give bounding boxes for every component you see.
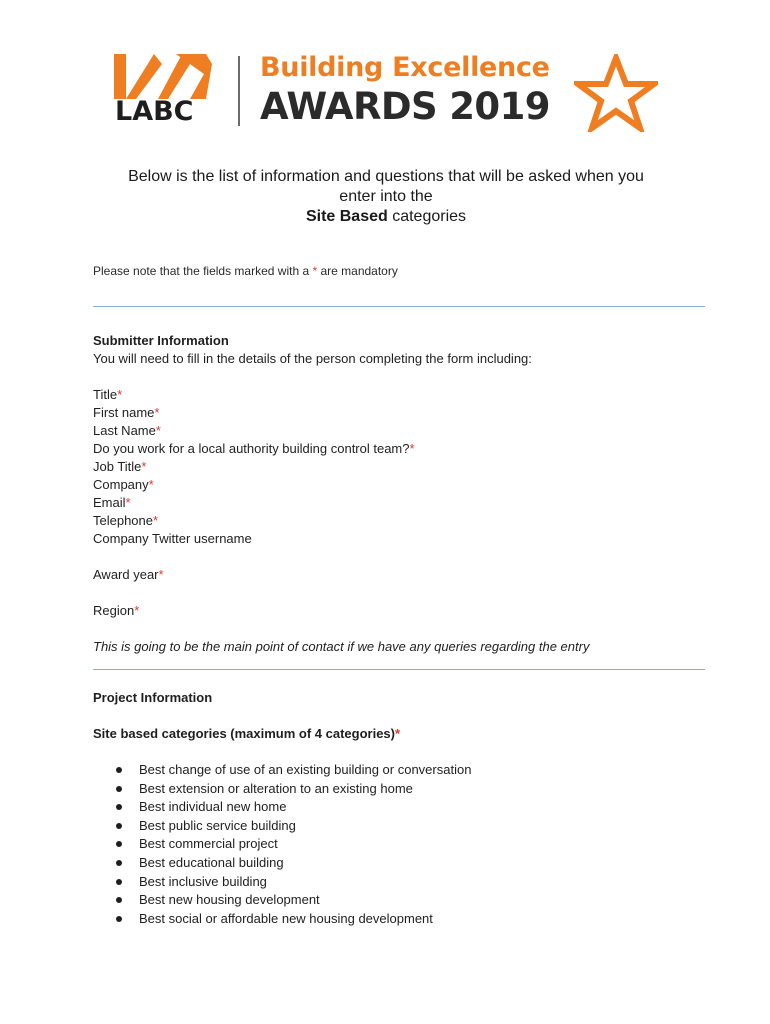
contact-note: This is going to be the main point of contact if we have any queries regarding the entry <box>93 639 590 654</box>
labc-roof-icon <box>114 54 214 99</box>
mandatory-asterisk: * <box>409 441 415 456</box>
section-description: You will need to fill in the details of the person completing the form including: <box>93 351 532 366</box>
intro-line: Below is the list of information and questions that will be asked when you <box>128 168 644 185</box>
mandatory-asterisk: * <box>148 477 154 492</box>
field-label: Title <box>93 387 118 402</box>
field-item <box>93 494 713 512</box>
section-heading: Project Information <box>93 690 213 705</box>
field-item <box>93 404 713 422</box>
field-item <box>93 602 713 620</box>
categories-heading-text: Site based categories (maximum of 4 categories) <box>93 726 395 741</box>
section-divider <box>93 669 705 670</box>
field-label: Award year <box>93 567 159 582</box>
category-item: Best public service building <box>93 817 713 836</box>
intro-rest: categories <box>387 208 467 225</box>
mandatory-asterisk: * <box>125 495 131 510</box>
mandatory-asterisk: * <box>154 405 160 420</box>
category-item: Best inclusive building <box>93 873 713 892</box>
intro-bold: Site Based <box>305 208 388 225</box>
brand-subtitle: AWARDS 2019 <box>260 85 550 128</box>
mandatory-asterisk: * <box>158 567 164 582</box>
mandatory-asterisk: * <box>395 726 401 741</box>
field-label: Company Twitter username <box>93 531 252 546</box>
category-item: Best new housing development <box>93 891 713 910</box>
logo-divider <box>238 56 240 126</box>
field-item <box>93 440 713 458</box>
note-text: are mandatory <box>317 264 398 278</box>
field-label: Company <box>93 477 149 492</box>
field-list <box>93 386 713 548</box>
field-item <box>93 566 713 584</box>
category-item: Best change of use of an existing building or conversation <box>93 761 713 780</box>
section-divider <box>93 306 705 307</box>
category-item: Best social or affordable new housing development <box>93 910 713 929</box>
field-label: Region <box>93 603 135 618</box>
category-list <box>93 761 713 928</box>
intro-text <box>92 167 680 227</box>
field-label: Job Title <box>93 459 142 474</box>
note-text: Please note that the fields marked with a <box>93 264 313 278</box>
section-heading: Submitter Information <box>93 333 229 348</box>
mandatory-asterisk: * <box>312 264 318 278</box>
category-item: Best extension or alteration to an existing home <box>93 780 713 799</box>
field-item <box>93 476 713 494</box>
mandatory-asterisk: * <box>141 459 147 474</box>
project-section <box>93 689 713 928</box>
field-item <box>93 512 713 530</box>
field-item <box>93 386 713 404</box>
star-icon <box>574 54 658 132</box>
field-item <box>93 422 713 440</box>
intro-line: enter into the <box>339 188 433 205</box>
categories-heading <box>93 725 713 743</box>
field-item <box>93 458 713 476</box>
field-label: Last Name <box>93 423 156 438</box>
mandatory-asterisk: * <box>117 387 123 402</box>
mandatory-asterisk: * <box>155 423 161 438</box>
submitter-section <box>93 332 713 656</box>
labc-logo-text: LABC <box>115 96 194 127</box>
category-item: Best commercial project <box>93 835 713 854</box>
field-label: Telephone <box>93 513 153 528</box>
category-item: Best individual new home <box>93 798 713 817</box>
awards-logo <box>114 52 674 132</box>
field-label: First name <box>93 405 155 420</box>
mandatory-asterisk: * <box>134 603 140 618</box>
field-label: Email <box>93 495 126 510</box>
brand-title: Building Excellence <box>260 52 550 83</box>
mandatory-asterisk: * <box>153 513 159 528</box>
category-item: Best educational building <box>93 854 713 873</box>
field-item <box>93 530 713 548</box>
mandatory-note <box>93 264 398 278</box>
intro-line <box>92 207 680 227</box>
field-label: Do you work for a local authority building control team? <box>93 441 410 456</box>
